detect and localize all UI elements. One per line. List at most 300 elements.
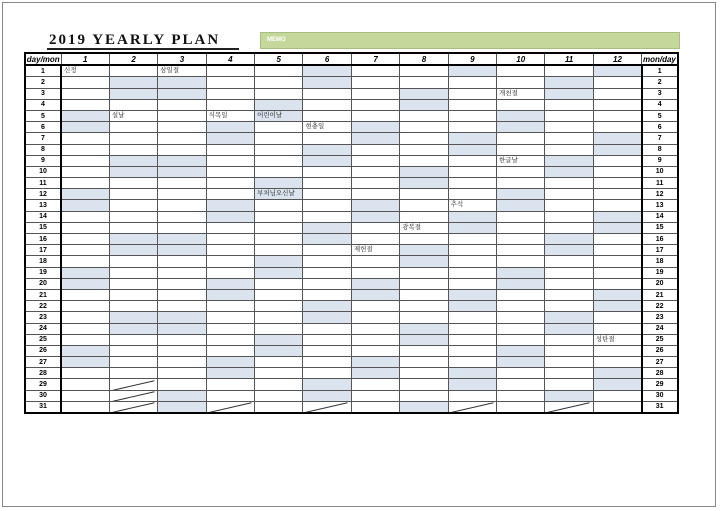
date-cell[interactable]: [593, 155, 641, 166]
date-cell[interactable]: [593, 323, 641, 334]
date-cell[interactable]: [351, 122, 399, 133]
date-cell[interactable]: [61, 88, 109, 99]
date-cell[interactable]: [593, 357, 641, 368]
date-cell[interactable]: [158, 234, 206, 245]
date-cell[interactable]: [400, 133, 448, 144]
date-cell[interactable]: [351, 379, 399, 390]
date-cell[interactable]: [351, 77, 399, 88]
date-cell[interactable]: [109, 357, 157, 368]
date-cell[interactable]: [206, 234, 254, 245]
date-cell[interactable]: [303, 189, 351, 200]
date-cell[interactable]: [255, 99, 303, 110]
date-cell[interactable]: [497, 88, 545, 99]
date-cell[interactable]: [206, 110, 254, 121]
date-cell[interactable]: [545, 189, 593, 200]
date-cell[interactable]: [61, 379, 109, 390]
date-cell[interactable]: [255, 211, 303, 222]
date-cell[interactable]: [545, 222, 593, 233]
date-cell[interactable]: [593, 77, 641, 88]
date-cell[interactable]: [206, 289, 254, 300]
date-cell[interactable]: [400, 122, 448, 133]
date-cell[interactable]: [497, 178, 545, 189]
date-cell[interactable]: [448, 144, 496, 155]
date-cell[interactable]: [497, 334, 545, 345]
date-cell[interactable]: [400, 256, 448, 267]
date-cell[interactable]: [255, 368, 303, 379]
date-cell[interactable]: [448, 345, 496, 356]
date-cell[interactable]: [448, 368, 496, 379]
date-cell[interactable]: [351, 301, 399, 312]
date-cell[interactable]: [303, 379, 351, 390]
date-cell[interactable]: [303, 345, 351, 356]
date-cell[interactable]: [545, 144, 593, 155]
date-cell[interactable]: [448, 200, 496, 211]
date-cell[interactable]: [351, 245, 399, 256]
date-cell[interactable]: [448, 222, 496, 233]
date-cell[interactable]: [206, 88, 254, 99]
date-cell[interactable]: [303, 357, 351, 368]
date-cell[interactable]: [255, 122, 303, 133]
date-cell[interactable]: [61, 267, 109, 278]
date-cell[interactable]: [109, 234, 157, 245]
date-cell[interactable]: [109, 323, 157, 334]
date-cell[interactable]: [545, 278, 593, 289]
date-cell[interactable]: [158, 301, 206, 312]
date-cell[interactable]: [303, 245, 351, 256]
date-cell[interactable]: [109, 345, 157, 356]
date-cell[interactable]: [255, 323, 303, 334]
date-cell[interactable]: [303, 99, 351, 110]
date-cell[interactable]: [593, 222, 641, 233]
date-cell[interactable]: [497, 222, 545, 233]
date-cell[interactable]: [545, 166, 593, 177]
date-cell[interactable]: [593, 256, 641, 267]
date-cell[interactable]: [545, 133, 593, 144]
date-cell[interactable]: [206, 99, 254, 110]
date-cell[interactable]: [158, 278, 206, 289]
date-cell[interactable]: [545, 301, 593, 312]
date-cell[interactable]: [255, 110, 303, 121]
date-cell[interactable]: [593, 200, 641, 211]
date-cell[interactable]: [400, 234, 448, 245]
date-cell[interactable]: [206, 144, 254, 155]
date-cell[interactable]: [400, 65, 448, 77]
date-cell[interactable]: [593, 234, 641, 245]
date-cell[interactable]: [497, 267, 545, 278]
date-cell[interactable]: [109, 200, 157, 211]
date-cell[interactable]: [351, 110, 399, 121]
date-cell[interactable]: [400, 312, 448, 323]
date-cell[interactable]: [400, 278, 448, 289]
date-cell[interactable]: [448, 301, 496, 312]
date-cell[interactable]: [400, 301, 448, 312]
date-cell[interactable]: [255, 245, 303, 256]
date-cell[interactable]: [61, 133, 109, 144]
date-cell[interactable]: [303, 77, 351, 88]
date-cell[interactable]: [255, 234, 303, 245]
date-cell[interactable]: [400, 368, 448, 379]
date-cell[interactable]: [206, 357, 254, 368]
date-cell[interactable]: [545, 334, 593, 345]
date-cell[interactable]: [545, 88, 593, 99]
date-cell[interactable]: [400, 323, 448, 334]
date-cell[interactable]: [545, 379, 593, 390]
date-cell[interactable]: [255, 357, 303, 368]
date-cell[interactable]: [61, 301, 109, 312]
date-cell[interactable]: [351, 189, 399, 200]
date-cell[interactable]: [206, 155, 254, 166]
date-cell[interactable]: [255, 222, 303, 233]
date-cell[interactable]: [303, 65, 351, 77]
date-cell[interactable]: [109, 133, 157, 144]
date-cell[interactable]: [61, 390, 109, 401]
date-cell[interactable]: [109, 88, 157, 99]
date-cell[interactable]: [206, 200, 254, 211]
date-cell[interactable]: [400, 144, 448, 155]
date-cell[interactable]: [448, 88, 496, 99]
date-cell[interactable]: [109, 155, 157, 166]
date-cell[interactable]: [400, 390, 448, 401]
date-cell[interactable]: [545, 312, 593, 323]
date-cell[interactable]: [109, 166, 157, 177]
date-cell[interactable]: [109, 334, 157, 345]
date-cell[interactable]: [255, 178, 303, 189]
date-cell[interactable]: [351, 390, 399, 401]
date-cell[interactable]: [497, 234, 545, 245]
date-cell[interactable]: [545, 289, 593, 300]
date-cell[interactable]: [545, 211, 593, 222]
date-cell[interactable]: [593, 144, 641, 155]
date-cell[interactable]: [593, 368, 641, 379]
date-cell[interactable]: [206, 256, 254, 267]
date-cell[interactable]: [109, 65, 157, 77]
date-cell[interactable]: [109, 312, 157, 323]
date-cell[interactable]: [158, 267, 206, 278]
date-cell[interactable]: [158, 166, 206, 177]
date-cell[interactable]: [109, 267, 157, 278]
date-cell[interactable]: [497, 289, 545, 300]
date-cell[interactable]: [303, 256, 351, 267]
date-cell[interactable]: [593, 267, 641, 278]
date-cell[interactable]: [303, 301, 351, 312]
date-cell[interactable]: [497, 122, 545, 133]
date-cell[interactable]: [303, 323, 351, 334]
date-cell[interactable]: [303, 267, 351, 278]
date-cell[interactable]: [497, 368, 545, 379]
date-cell[interactable]: [158, 390, 206, 401]
date-cell[interactable]: [158, 312, 206, 323]
date-cell[interactable]: [158, 155, 206, 166]
date-cell[interactable]: [448, 312, 496, 323]
date-cell[interactable]: [351, 256, 399, 267]
date-cell[interactable]: [351, 133, 399, 144]
date-cell[interactable]: [497, 245, 545, 256]
date-cell[interactable]: [593, 379, 641, 390]
date-cell[interactable]: [303, 390, 351, 401]
date-cell[interactable]: [351, 211, 399, 222]
date-cell[interactable]: [255, 301, 303, 312]
date-cell[interactable]: [545, 368, 593, 379]
date-cell[interactable]: [255, 65, 303, 77]
date-cell[interactable]: [158, 65, 206, 77]
date-cell[interactable]: [593, 390, 641, 401]
date-cell[interactable]: [400, 166, 448, 177]
date-cell[interactable]: [497, 155, 545, 166]
date-cell[interactable]: [255, 334, 303, 345]
date-cell[interactable]: [158, 357, 206, 368]
date-cell[interactable]: [400, 267, 448, 278]
date-cell[interactable]: [448, 234, 496, 245]
date-cell[interactable]: [545, 99, 593, 110]
date-cell[interactable]: [303, 155, 351, 166]
date-cell[interactable]: [351, 178, 399, 189]
date-cell[interactable]: [206, 65, 254, 77]
date-cell[interactable]: [448, 334, 496, 345]
date-cell[interactable]: [497, 401, 545, 413]
date-cell[interactable]: [255, 289, 303, 300]
date-cell[interactable]: [593, 178, 641, 189]
date-cell[interactable]: [448, 211, 496, 222]
date-cell[interactable]: [206, 301, 254, 312]
date-cell[interactable]: [351, 368, 399, 379]
date-cell[interactable]: [61, 77, 109, 88]
date-cell[interactable]: [158, 211, 206, 222]
date-cell[interactable]: [255, 133, 303, 144]
date-cell[interactable]: [303, 234, 351, 245]
date-cell[interactable]: [593, 334, 641, 345]
date-cell[interactable]: [255, 390, 303, 401]
date-cell[interactable]: [593, 401, 641, 413]
date-cell[interactable]: [109, 211, 157, 222]
date-cell[interactable]: [593, 289, 641, 300]
date-cell[interactable]: [448, 122, 496, 133]
date-cell[interactable]: [255, 189, 303, 200]
date-cell[interactable]: [109, 222, 157, 233]
date-cell[interactable]: [351, 278, 399, 289]
date-cell[interactable]: [158, 178, 206, 189]
date-cell[interactable]: [206, 133, 254, 144]
date-cell[interactable]: [545, 77, 593, 88]
date-cell[interactable]: [545, 178, 593, 189]
date-cell[interactable]: [545, 390, 593, 401]
date-cell[interactable]: [303, 334, 351, 345]
date-cell[interactable]: [497, 144, 545, 155]
date-cell[interactable]: [61, 278, 109, 289]
date-cell[interactable]: [206, 122, 254, 133]
date-cell[interactable]: [497, 357, 545, 368]
date-cell[interactable]: [448, 178, 496, 189]
date-cell[interactable]: [400, 379, 448, 390]
date-cell[interactable]: [497, 189, 545, 200]
date-cell[interactable]: [61, 189, 109, 200]
date-cell[interactable]: [109, 144, 157, 155]
date-cell[interactable]: [303, 166, 351, 177]
date-cell[interactable]: [400, 401, 448, 413]
date-cell[interactable]: [448, 155, 496, 166]
date-cell[interactable]: [158, 289, 206, 300]
date-cell[interactable]: [158, 88, 206, 99]
date-cell[interactable]: [255, 256, 303, 267]
date-cell[interactable]: [158, 122, 206, 133]
date-cell[interactable]: [351, 357, 399, 368]
date-cell[interactable]: [545, 323, 593, 334]
date-cell[interactable]: [351, 267, 399, 278]
date-cell[interactable]: [448, 110, 496, 121]
date-cell[interactable]: [303, 200, 351, 211]
date-cell[interactable]: [61, 256, 109, 267]
date-cell[interactable]: [109, 178, 157, 189]
date-cell[interactable]: [158, 345, 206, 356]
date-cell[interactable]: [255, 379, 303, 390]
date-cell[interactable]: [303, 211, 351, 222]
date-cell[interactable]: [593, 65, 641, 77]
date-cell[interactable]: [109, 256, 157, 267]
date-cell[interactable]: [448, 323, 496, 334]
date-cell[interactable]: [109, 245, 157, 256]
date-cell[interactable]: [158, 379, 206, 390]
date-cell[interactable]: [206, 334, 254, 345]
date-cell[interactable]: [400, 178, 448, 189]
date-cell[interactable]: [109, 189, 157, 200]
date-cell[interactable]: [351, 144, 399, 155]
date-cell[interactable]: [303, 222, 351, 233]
date-cell[interactable]: [206, 166, 254, 177]
date-cell[interactable]: [545, 345, 593, 356]
date-cell[interactable]: [351, 88, 399, 99]
date-cell[interactable]: [545, 65, 593, 77]
date-cell[interactable]: [158, 189, 206, 200]
date-cell[interactable]: [351, 289, 399, 300]
date-cell[interactable]: [109, 368, 157, 379]
date-cell[interactable]: [593, 166, 641, 177]
date-cell[interactable]: [61, 345, 109, 356]
date-cell[interactable]: [593, 110, 641, 121]
date-cell[interactable]: [206, 178, 254, 189]
date-cell[interactable]: [593, 99, 641, 110]
date-cell[interactable]: [351, 200, 399, 211]
date-cell[interactable]: [206, 379, 254, 390]
date-cell[interactable]: [593, 88, 641, 99]
date-cell[interactable]: [448, 245, 496, 256]
date-cell[interactable]: [255, 312, 303, 323]
date-cell[interactable]: [400, 289, 448, 300]
date-cell[interactable]: [497, 166, 545, 177]
date-cell[interactable]: [61, 110, 109, 121]
date-cell[interactable]: [448, 379, 496, 390]
date-cell[interactable]: [206, 312, 254, 323]
date-cell[interactable]: [255, 155, 303, 166]
date-cell[interactable]: [61, 312, 109, 323]
date-cell[interactable]: [109, 122, 157, 133]
date-cell[interactable]: [545, 155, 593, 166]
date-cell[interactable]: [61, 289, 109, 300]
date-cell[interactable]: [497, 133, 545, 144]
date-cell[interactable]: [206, 189, 254, 200]
date-cell[interactable]: [448, 289, 496, 300]
date-cell[interactable]: [593, 189, 641, 200]
date-cell[interactable]: [497, 110, 545, 121]
date-cell[interactable]: [545, 110, 593, 121]
date-cell[interactable]: [448, 390, 496, 401]
date-cell[interactable]: [400, 200, 448, 211]
date-cell[interactable]: [255, 345, 303, 356]
date-cell[interactable]: [206, 390, 254, 401]
date-cell[interactable]: [400, 334, 448, 345]
date-cell[interactable]: [61, 144, 109, 155]
date-cell[interactable]: [61, 368, 109, 379]
date-cell[interactable]: [206, 211, 254, 222]
date-cell[interactable]: [351, 312, 399, 323]
date-cell[interactable]: [545, 122, 593, 133]
date-cell[interactable]: [206, 345, 254, 356]
date-cell[interactable]: [158, 245, 206, 256]
date-cell[interactable]: [109, 301, 157, 312]
date-cell[interactable]: [109, 289, 157, 300]
date-cell[interactable]: [158, 323, 206, 334]
date-cell[interactable]: [400, 110, 448, 121]
date-cell[interactable]: [303, 88, 351, 99]
date-cell[interactable]: [351, 234, 399, 245]
date-cell[interactable]: [497, 345, 545, 356]
date-cell[interactable]: [448, 189, 496, 200]
date-cell[interactable]: [255, 144, 303, 155]
date-cell[interactable]: [448, 256, 496, 267]
memo-box[interactable]: [260, 32, 680, 49]
date-cell[interactable]: [109, 77, 157, 88]
date-cell[interactable]: [593, 245, 641, 256]
date-cell[interactable]: [158, 110, 206, 121]
date-cell[interactable]: [303, 133, 351, 144]
date-cell[interactable]: [255, 278, 303, 289]
date-cell[interactable]: [497, 99, 545, 110]
date-cell[interactable]: [545, 234, 593, 245]
date-cell[interactable]: [61, 401, 109, 413]
date-cell[interactable]: [303, 144, 351, 155]
date-cell[interactable]: [61, 211, 109, 222]
date-cell[interactable]: [351, 166, 399, 177]
date-cell[interactable]: [255, 200, 303, 211]
date-cell[interactable]: [545, 245, 593, 256]
date-cell[interactable]: [255, 401, 303, 413]
date-cell[interactable]: [497, 312, 545, 323]
date-cell[interactable]: [448, 267, 496, 278]
date-cell[interactable]: [545, 200, 593, 211]
date-cell[interactable]: [61, 357, 109, 368]
date-cell[interactable]: [593, 301, 641, 312]
date-cell[interactable]: [61, 323, 109, 334]
date-cell[interactable]: [206, 245, 254, 256]
date-cell[interactable]: [351, 323, 399, 334]
date-cell[interactable]: [255, 88, 303, 99]
date-cell[interactable]: [206, 77, 254, 88]
date-cell[interactable]: [351, 345, 399, 356]
date-cell[interactable]: [255, 77, 303, 88]
date-cell[interactable]: [545, 256, 593, 267]
date-cell[interactable]: [497, 77, 545, 88]
date-cell[interactable]: [303, 110, 351, 121]
date-cell[interactable]: [497, 211, 545, 222]
date-cell[interactable]: [593, 133, 641, 144]
date-cell[interactable]: [351, 99, 399, 110]
date-cell[interactable]: [61, 99, 109, 110]
date-cell[interactable]: [497, 379, 545, 390]
date-cell[interactable]: [497, 65, 545, 77]
date-cell[interactable]: [61, 200, 109, 211]
date-cell[interactable]: [400, 99, 448, 110]
date-cell[interactable]: [351, 65, 399, 77]
date-cell[interactable]: [158, 368, 206, 379]
date-cell[interactable]: [351, 334, 399, 345]
